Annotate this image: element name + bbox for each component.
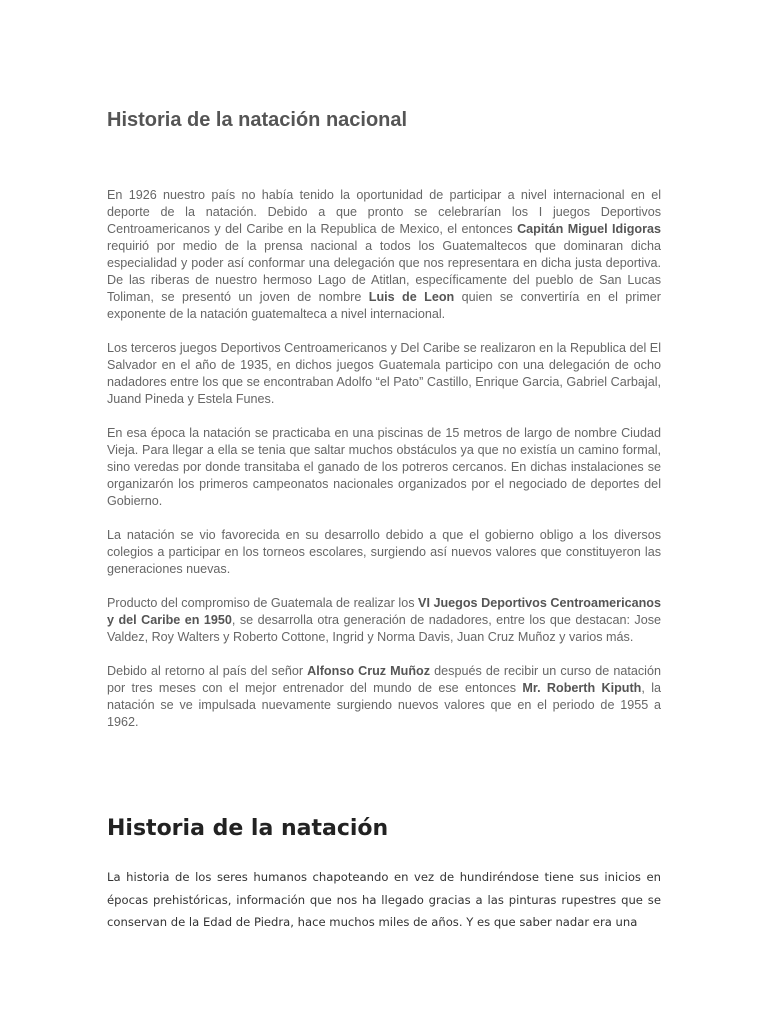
bold-luis-de-leon: Luis de Leon	[368, 290, 455, 304]
bold-alfonso-cruz-munoz: Alfonso Cruz Muñoz	[307, 664, 431, 678]
paragraph-torneos-escolares: La natación se vio favorecida en su desarrollo debido a que el gobierno obligo a los diversos colegios a participar en los torneos escolares, surgiendo así nuevos valores que constituyeron las generaciones nuevas.	[107, 528, 661, 576]
paragraph-terceros-juegos: Los terceros juegos Deportivos Centroamericanos y Del Caribe se realizaron en la Republica del El Salvador en el año de 1935, en dichos juegos Guatemala participo con una delegación de ocho nadadores entre los que se encontraban Adolfo “el Pato” Castillo, Enrique Garcia, Gabriel Carbajal, Juand Pineda y Estela Funes.	[107, 341, 661, 406]
section-title-nacional: Historia de la natación nacional	[107, 109, 408, 131]
paragraph-prehistoria: La historia de los seres humanos chapoteando en vez de hundiréndose tiene sus inicios en épocas prehistóricas, información que nos ha llegado gracias a las pinturas rupestres que se conservan de la Edad de Piedra, hace muchos miles de años. Y es que saber nadar era una	[107, 870, 661, 929]
bold-capitan-miguel-idigoras: Capitán Miguel Idigoras	[517, 222, 662, 236]
section-body-nacional	[107, 187, 661, 748]
bold-roberth-kiputh: Mr. Roberth Kiputh	[522, 681, 642, 695]
paragraph-alfonso-cruz: Debido al retorno al país del señor Alfonso Cruz Muñoz después de recibir un curso de natación por tres meses con el mejor entrenador del mundo de ese entonces Mr. Roberth Kiputh, la natación se ve impulsada nuevamente surgiendo nuevos valores que en el periodo de 1955 a 1962.	[107, 664, 661, 729]
section-body-natacion	[107, 866, 661, 934]
paragraph-vi-juegos: Producto del compromiso de Guatemala de realizar los VI Juegos Deportivos Centroamericanos y del Caribe en 1950, se desarrolla otra generación de nadadores, entre los que destacan: Jose Valdez, Roy Walters y Roberto Cottone, Ingrid y Norma Davis, Juan Cruz Muñoz y varios más.	[107, 596, 661, 644]
bold-vi-juegos: VI Juegos Deportivos Centroamericanos y del Caribe en 1950	[107, 596, 661, 627]
paragraph-1926: En 1926 nuestro país no había tenido la oportunidad de participar a nivel internacional en el deporte de la natación. Debido a que pronto se celebrarían los I juegos Deportivos Centroamericanos y del Caribe en la Republica de Mexico, el entonces Capitán Miguel Idigoras requirió por medio de la prensa nacional a todos los Guatemaltecos que dominaran dicha especialidad y poder así conformar una delegación que nos representara en dicha justa deportiva. De las riberas de nuestro hermoso Lago de Atitlan, específicamente del pueblo de San Lucas Toliman, se presentó un joven de nombre Luis de Leon quien se convertiría en el primer exponente de la natación guatemalteca a nivel internacional.	[107, 188, 662, 321]
paragraph-ciudad-vieja: En esa época la natación se practicaba en una piscinas de 15 metros de largo de nombre Ciudad Vieja. Para llegar a ella se tenia que saltar muchos obstáculos ya que no existía un camino formal, sino veredas por donde transitaba el ganado de los potreros cercanos. En dichas instalaciones se organizarón los primeros campeonatos nacionales organizados por el negociado de deportes del Gobierno.	[107, 426, 661, 508]
section-title-natacion: Historia de la natación	[107, 816, 389, 841]
